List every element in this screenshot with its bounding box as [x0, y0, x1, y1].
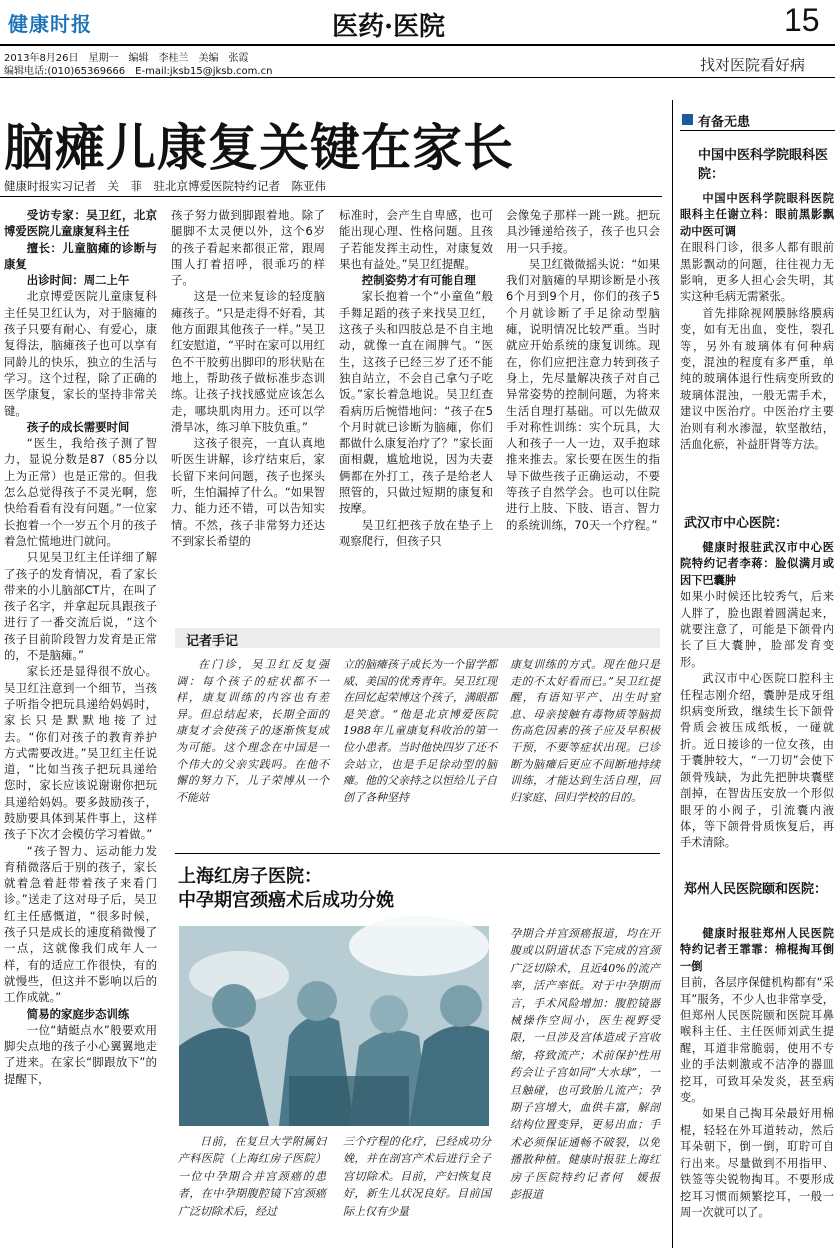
article2-column-2	[343, 1133, 491, 1247]
header-rule	[0, 44, 835, 46]
article-paragraph: 家长抱着一个“小童鱼”般手舞足蹈的孩子来找吴卫红，这孩子头和四肢总是不自主地动，就像一直在闹脾气。“医生，这孩子已经三岁了还不能独自站立，不会自己拿勺子吃饭。”家长着急地说。吴卫红查看病历后惋惜地问：“孩子在5个月时就已诊断为脑瘫，你们都做什么康复治疗了？”家长面面相觑，尴尬地说，因为夫妻俩都在外打工，孩子是给老人照管的，只做过短期的康复和按摩。	[339, 289, 493, 516]
article-paragraph: 一位“蜻蜓点水”般要欢用脚尖点地的孩子小心翼翼地走了进来。在家长“脚跟放下”的提醒下，	[4, 1022, 157, 1086]
section-rule	[175, 853, 660, 854]
article-paragraph: 首先排除视网膜脉络膜病变，如有无出血，变性，裂孔等，另外有玻璃体有何种病变，混浊的程度有多严重，单纯的玻璃体退行性病变所致的玻璃体混浊，一般无需手术，建议中医治疗。中医治疗主要治则有利水渗湿，软坚散结，活血化瘀，补益肝肾等方法。	[680, 306, 834, 452]
article-subheading: 孩子的成长需要时间	[26, 419, 130, 434]
article-paragraph: “孩子智力、运动能力发育稍微落后于别的孩子，家长就着急着赶带着孩子来看门诊。”送走了这对母子后，吴卫红主任感慨道，“很多时候，孩子只是成长的速度稍微慢了一点，这就像我们成年人一样，有的适应工作很快，有的就慢些，但这并不影响以后的工作成就。”	[4, 843, 157, 1005]
article-paragraph: 擅长：儿童脑瘫的诊断与康复	[4, 240, 157, 271]
reporter-notes-title: 记者手记	[186, 634, 239, 649]
article-paragraph: 吴卫红微微摇头说：“如果我们对脑瘫的早期诊断是小孩6个月到9个月，你们的孩子5个月就诊断了手足徐动型脑瘫，说明情况比较严重。当时就应开始系统的康复训练。现在，你们应把注意力转到孩子身上，先尽量解决孩子对自己异常姿势的控制问题，为将来生活自理打基础。可以先做双手对称性训练：实个玩具，大人和孩子一人一边，双手抱球推来推去。家长要在医生的指导下做些孩子正确运动，不要等孩子自然学会。也可以住院进行上肢、下肢、语言、智力的系统训练，70天一个疗程。”	[506, 256, 660, 532]
article-column-3	[339, 207, 493, 617]
article-paragraph: 中国中医科学院眼科医院眼科主任谢立科：眼前黑影飘动中医可调	[680, 192, 834, 238]
article-paragraph: 受访专家：吴卫红，北京博爱医院儿童康复科主任	[4, 208, 157, 239]
surgery-photo-illustration	[179, 926, 489, 1126]
reporter-notes-bar	[175, 628, 660, 648]
header-meta-contact: 编辑电话:(010)65369666 E-mail:jksb15@jksb.com.cn	[4, 66, 273, 77]
sidebar-section1-heading: 中国中医科学院眼科医院：	[698, 148, 829, 182]
article-paragraph: 这是一位来复诊的轻度脑瘫孩子。“只是走得不好看，其他方面跟其他孩子一样。”吴卫红安慰道，“平时在家可以用红色不干胶剪出脚印的形状贴在地上，帮助孩子做标准步态训练。让孩子找找感觉应该怎么走，哪块肌肉用力。还可以学滑旱冰，练习单下肢负重。”	[171, 289, 325, 434]
article-paragraph: “医生，我给孩子测了智力，显说分数是87（85分以上为正常）也是正常的。但我怎么总觉得孩子不灵光啊，您快给看看有没有问题。”一位家长抱着一个一岁五个月的孩子着急忙慌地进门就问。	[4, 436, 157, 548]
article-paragraph: 吴卫红把孩子放在垫子上观察爬行，但孩子只	[339, 517, 493, 548]
article-paragraph: 健康时报驻武汉市中心医院特约记者李蒋：脸似满月或因下巴囊肿	[680, 541, 834, 587]
article-paragraph: 在眼科门诊，很多人都有眼前黑影飘动的问题，往往视力无影响，更多人担心会失明，其实这种毛病无需紧张。	[680, 241, 834, 304]
article-column-4	[506, 207, 660, 617]
article2-column-1	[178, 1133, 326, 1247]
article-paragraph: 只见吴卫红主任详细了解了孩子的发育情况，看了家长带来的小儿脑部CT片，在叫了孩子名字，并拿起玩具跟孩子进行了一番交流后说，“这个孩子目前阶段智力发育是正常的，不是脑瘫。”	[4, 550, 157, 663]
article-paragraph: 如果小时候还比较秀气，后来人胖了，脸也跟着圆满起来，就要注意了，可能是下颌骨内长了巨大囊肿，脸部发育变形。	[680, 590, 834, 669]
article-column-1	[4, 207, 157, 1247]
article-paragraph: 家长还是显得很不放心。吴卫红注意到一个细节，当孩子听指令把玩具递给妈妈时，家长只是默默地接了过去。“你们对孩子的教育养护方式需要改进。”吴卫红主任说道，“比如当孩子把玩具递给您时，家长应该说谢谢你把玩具递给妈妈。要多鼓励孩子，鼓励要具体到某件事上，这样孩子下次才会模仿学习着做。”	[4, 664, 157, 842]
article2-text: 三个疗程的化疗，已经成功分娩，并在剖宫产术后进行全子宫切除术。目前，产妇恢复良好，新生儿状况良好。目前国际上仅有少量	[343, 1135, 491, 1218]
article2-kicker: 上海红房子医院：	[178, 866, 322, 887]
article-subheading: 简易的家庭步态训练	[26, 1006, 130, 1021]
article-paragraph: 北京博爱医院儿童康复科主任吴卫红认为，对于脑瘫的孩子只要有耐心、有爱心，康复得法，脑瘫孩子也可以享有同龄儿的快乐，独立的生活与学习。这个过程，除了正确的医学康复，家长的坚持非常关键。	[4, 289, 157, 418]
article-column-2	[171, 207, 325, 617]
article-paragraph: 健康时报驻郑州人民医院特约记者王霏霏：棉棍掏耳倒一倒	[680, 927, 834, 973]
reporter-notes-column-1	[176, 657, 329, 847]
sidebar-title-rule	[680, 130, 835, 131]
reporter-notes-text: 立的脑瘫孩子成长为一个留学都威、美国的优秀青年。吴卫红现在回忆起荣博这个孩子，满眼都是笑意。“他是北京博爱医院1988年儿童康复科收治的第一位小患者。当时他快四岁了还不会站立，也是手足徐动型的脑瘫。他的父亲持之以恒给儿子自创了各种坚持	[343, 658, 497, 804]
sidebar-title: 有备无患	[698, 115, 751, 130]
section-title: 医药·医院	[332, 12, 446, 42]
article-paragraph: 这孩子很亮，一直认真地听医生讲解，诊疗结束后，家长留下来问问题，孩子也探头听，生怕漏掉了什么。“如果智力、能力还不错，可以告知实情。不然，孩子非常努力还达不到家长希望的	[171, 436, 325, 548]
article-paragraph: 如果自己掏耳朵最好用棉棍，轻轻在外耳道转动，然后耳朵朝下，倒一倒，耵聍可自行出来。尽量做到不用指甲、铁签等尖锐物掏耳。不要形成挖耳习惯而频繁挖耳，一般一周一次就可以了。	[680, 1107, 834, 1219]
header-meta-date: 2013年8月26日 星期一 编辑 李桂兰 美编 张霞	[4, 53, 249, 64]
sidebar-section2-body	[680, 540, 834, 875]
reporter-notes-text: 在门诊，吴卫红反复强调：每个孩子的症状都不一样，康复训练的内容也有差异。但总结起来，长期全面的康复才会使孩子的逐渐恢复成为可能。这个理念在中国是一个伟大的父亲实践吗。在他不懈的努力下，儿子荣博从一个不能站	[176, 658, 329, 804]
reporter-notes-column-2	[343, 657, 497, 847]
article2-column-3	[510, 925, 671, 1247]
article2-text: 日前，在复旦大学附属妇产科医院（上海红房子医院）一位中孕期合并宫颈癌的患者，在中孕期腹腔镜下宫颈癌广泛切除术后，经过	[178, 1135, 326, 1218]
article-headline: 脑瘫儿康复关键在家长	[4, 118, 514, 177]
article-byline: 健康时报实习记者 关 菲 驻北京博爱医院特约记者 陈亚伟	[4, 179, 326, 193]
sidebar-divider	[672, 100, 673, 1248]
sidebar-section1-body	[680, 191, 834, 505]
reporter-notes-column-3	[510, 657, 660, 847]
article-paragraph: 出诊时间：周二上午	[26, 273, 130, 288]
masthead-logo	[0, 0, 138, 40]
page-number: 15	[784, 2, 820, 38]
byline-rule	[0, 196, 662, 197]
article2-text: 孕期合并宫颈癌报道，均在开腹或以阴道状态下完成的宫颈广泛切除术，且近40%的流产率，活产率低。对于中孕期而言，手术风险增加：腹腔镜器械操作空间小，医生视野受限，一旦涉及宫体造成子宫收缩，将致流产；术前保护性用药会让子宫如同“大水球”，一旦触碰，也可致胎儿流产；孕期子宫增大，血供丰富，解剖结构位置变异，更易出血；手术必须保证通畅不破裂，以免播散种植。健康时报驻上海红房子医院特约记者何 媛报 彭报道	[510, 927, 671, 1202]
sidebar-section3-heading: 郑州人民医院颐和医院：	[684, 882, 828, 897]
article2-title: 中孕期宫颈癌术后成功分娩	[178, 890, 394, 911]
sidebar-section3-body	[680, 926, 834, 1246]
section-slogan: 找对医院看好病	[700, 56, 806, 74]
article-paragraph: 孩子努力做到脚跟着地。除了腿脚不太灵便以外，这个6岁的孩子看起来都很正常，跟周围人打着招呼，很乖巧的样子。	[171, 208, 325, 288]
article-paragraph: 目前，各层序保健机构都有“采耳”服务，不少人也非常享受，但郑州人民医院颐和医院耳鼻喉科主任、主任医师刘武生提醒，耳道非常脆弱，使用不专业的手法刺激或不洁净的器皿挖耳，可致耳朵发炎，甚至病变。	[680, 976, 834, 1105]
sidebar-section2-heading: 武汉市中心医院：	[684, 516, 789, 531]
surgery-photo	[179, 926, 489, 1126]
reporter-notes-text: 康复训练的方式。现在他只是走的不太好看而已。”吴卫红提醒，有语知平产、出生时窒息、母亲接触有毒物质等脑损伤高危因素的孩子应及早积极干预，不要等症状出现。已诊断为脑瘫后更应不间断地持续训练，才能达到生活自理，回归家庭、回归学校的目的。	[510, 658, 660, 804]
logo-text: 健康时报	[8, 12, 92, 36]
square-bullet-icon	[682, 114, 693, 125]
article-paragraph: 武汉市中心医院口腔科主任程志刚介绍，囊肿是成牙组织病变所致，继续生长下颌骨骨质会被压成纸板，一碰就折。近日接诊的一位女孩，由于囊肿较大，“一刀切”会使下颌骨残缺，为此先把肿块囊壁剖掉，在智齿压安放一个形似眼牙的小阀子，引流囊内液体，等下颌骨骨质恢复后，再手术清除。	[680, 672, 834, 850]
article-paragraph: 标准时，会产生自卑感，也可能出现心理、性格问题。且孩子若能发挥主动性，对康复效果也有益处。”吴卫红提醒。	[339, 208, 493, 271]
header-rule	[0, 77, 835, 78]
article-paragraph: 会像兔子那样一跳一跳。把玩具沙锤递给孩子，孩子也只会用一只手接。	[506, 208, 660, 255]
article-subheading: 控制姿势才有可能自理	[361, 273, 476, 288]
